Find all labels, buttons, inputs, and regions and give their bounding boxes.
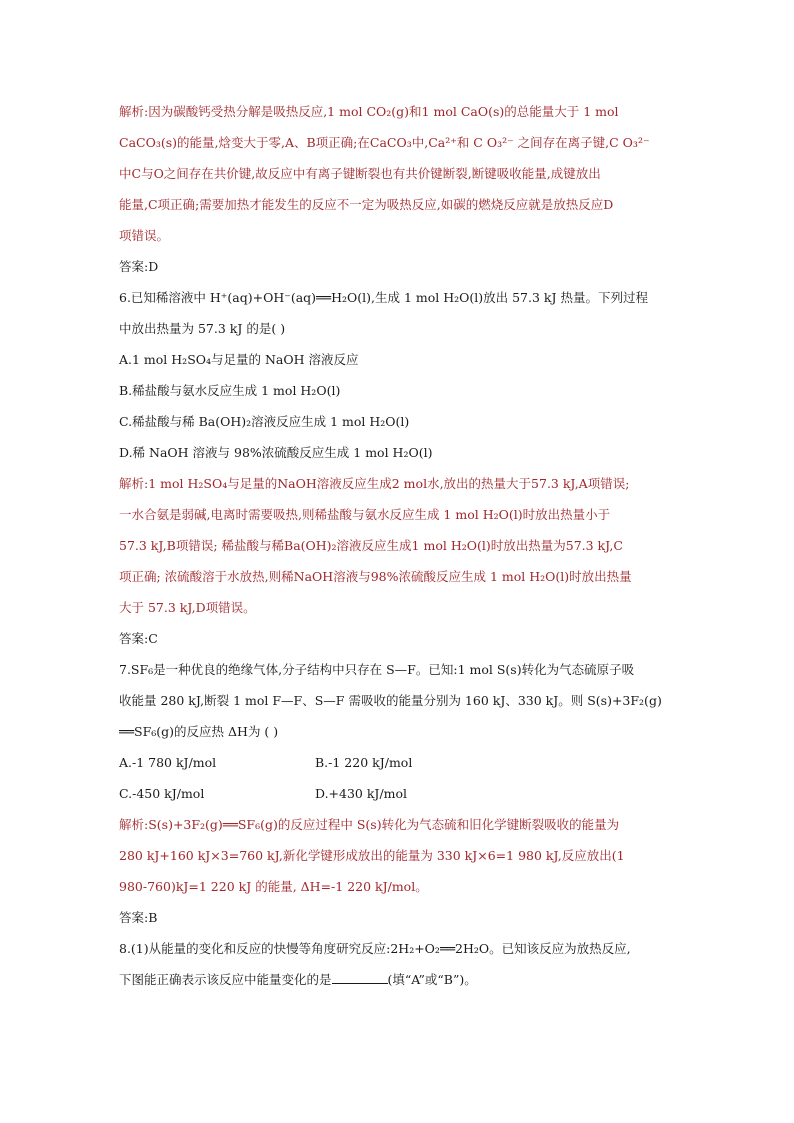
text-line: 解析:1 mol H₂SO₄与足量的NaOH溶液反应生成2 mol水,放出的热量大于57.3 kJ,A项错误; [119,476,630,491]
text-line: 能量,C项正确;需要加热才能发生的反应不一定为吸热反应,如碳的燃烧反应就是放热反应D [119,197,614,212]
text-line: B.稀盐酸与氨水反应生成 1 mol H₂O(l) [119,383,341,398]
text-line: 7.SF₆是一种优良的绝缘气体,分子结构中只存在 S—F。已知:1 mol S(s)转化为气态硫原子吸 [119,662,635,677]
text-block-1 [119,96,679,747]
text-line: ══SF₆(g)的反应热 ΔH为 ( ) [119,724,279,739]
text-line: C.稀盐酸与稀 Ba(OH)₂溶液反应生成 1 mol H₂O(l) [119,414,410,429]
text-line: 中放出热量为 57.3 kJ 的是( ) [119,321,286,336]
text-line: 57.3 kJ,B项错误; 稀盐酸与稀Ba(OH)₂溶液反应生成1 mol H₂O(l)时放出热量为57.3 kJ,C [119,538,623,553]
text-line: D.稀 NaOH 溶液与 98%浓硫酸反应生成 1 mol H₂O(l) [119,445,433,460]
text-line: 解析:因为碳酸钙受热分解是吸热反应,1 mol CO₂(g)和1 mol CaO(s)的总能量大于 1 mol [119,104,619,119]
text-block-2 [119,809,679,964]
text-line: 项正确; 浓硫酸溶于水放热,则稀NaOH溶液与98%浓硫酸反应生成 1 mol H₂O(l)时放出热量 [119,569,632,584]
text-line: 6.已知稀溶液中 H⁺(aq)+OH⁻(aq)══H₂O(l),生成 1 mol H₂O(l)放出 57.3 kJ 热量。下列过程 [119,290,648,305]
q8-text-after: (填“A”或“B”)。 [387,972,477,987]
q8-fill-line [119,964,679,995]
text-line: 答案:B [119,910,158,925]
text-line: 一水合氨是弱碱,电离时需要吸热,则稀盐酸与氨水反应生成 1 mol H₂O(l)时放出热量小于 [119,507,611,522]
option-right[interactable]: D.+430 kJ/mol [315,786,408,801]
text-line: 大于 57.3 kJ,D项错误。 [119,600,256,615]
text-line: 解析:S(s)+3F₂(g)══SF₆(g)的反应过程中 S(s)转化为气态硫和旧化学键断裂吸收的能量为 [119,817,620,832]
text-line: 8.(1)从能量的变化和反应的快慢等角度研究反应:2H₂+O₂══2H₂O。已知该反应为放热反应, [119,941,631,956]
text-line: 中C与O之间存在共价键,故反应中有离子键断裂也有共价键断裂,断键吸收能量,成键放出 [119,166,601,181]
text-line: 项错误。 [119,228,170,243]
option-left[interactable]: A.-1 780 kJ/mol [119,755,217,770]
option-row [119,747,679,778]
text-line: CaCO₃(s)的能量,焓变大于零,A、B项正确;在CaCO₃中,Ca²⁺和 C O₃²⁻ 之间存在离子键,C O₃²⁻ [119,135,650,150]
text-line: 280 kJ+160 kJ×3=760 kJ,新化学键形成放出的能量为 330 kJ×6=1 980 kJ,反应放出(1 [119,848,625,863]
document-page [119,96,679,995]
option-row [119,778,679,809]
option-right[interactable]: B.-1 220 kJ/mol [315,755,413,770]
q8-text-before: 下图能正确表示该反应中能量变化的是 [119,972,332,987]
answer-blank[interactable] [332,972,388,984]
option-left[interactable]: C.-450 kJ/mol [119,786,205,801]
text-line: 收能量 280 kJ,断裂 1 mol F—F、S—F 需吸收的能量分别为 160 kJ、330 kJ。则 S(s)+3F₂(g) [119,693,662,708]
q7-options [119,747,679,809]
text-line: 答案:D [119,259,159,274]
text-line: 答案:C [119,631,158,646]
text-line: 980-760)kJ=1 220 kJ 的能量, ΔH=-1 220 kJ/mol。 [119,879,428,894]
text-line: A.1 mol H₂SO₄与足量的 NaOH 溶液反应 [119,352,359,367]
